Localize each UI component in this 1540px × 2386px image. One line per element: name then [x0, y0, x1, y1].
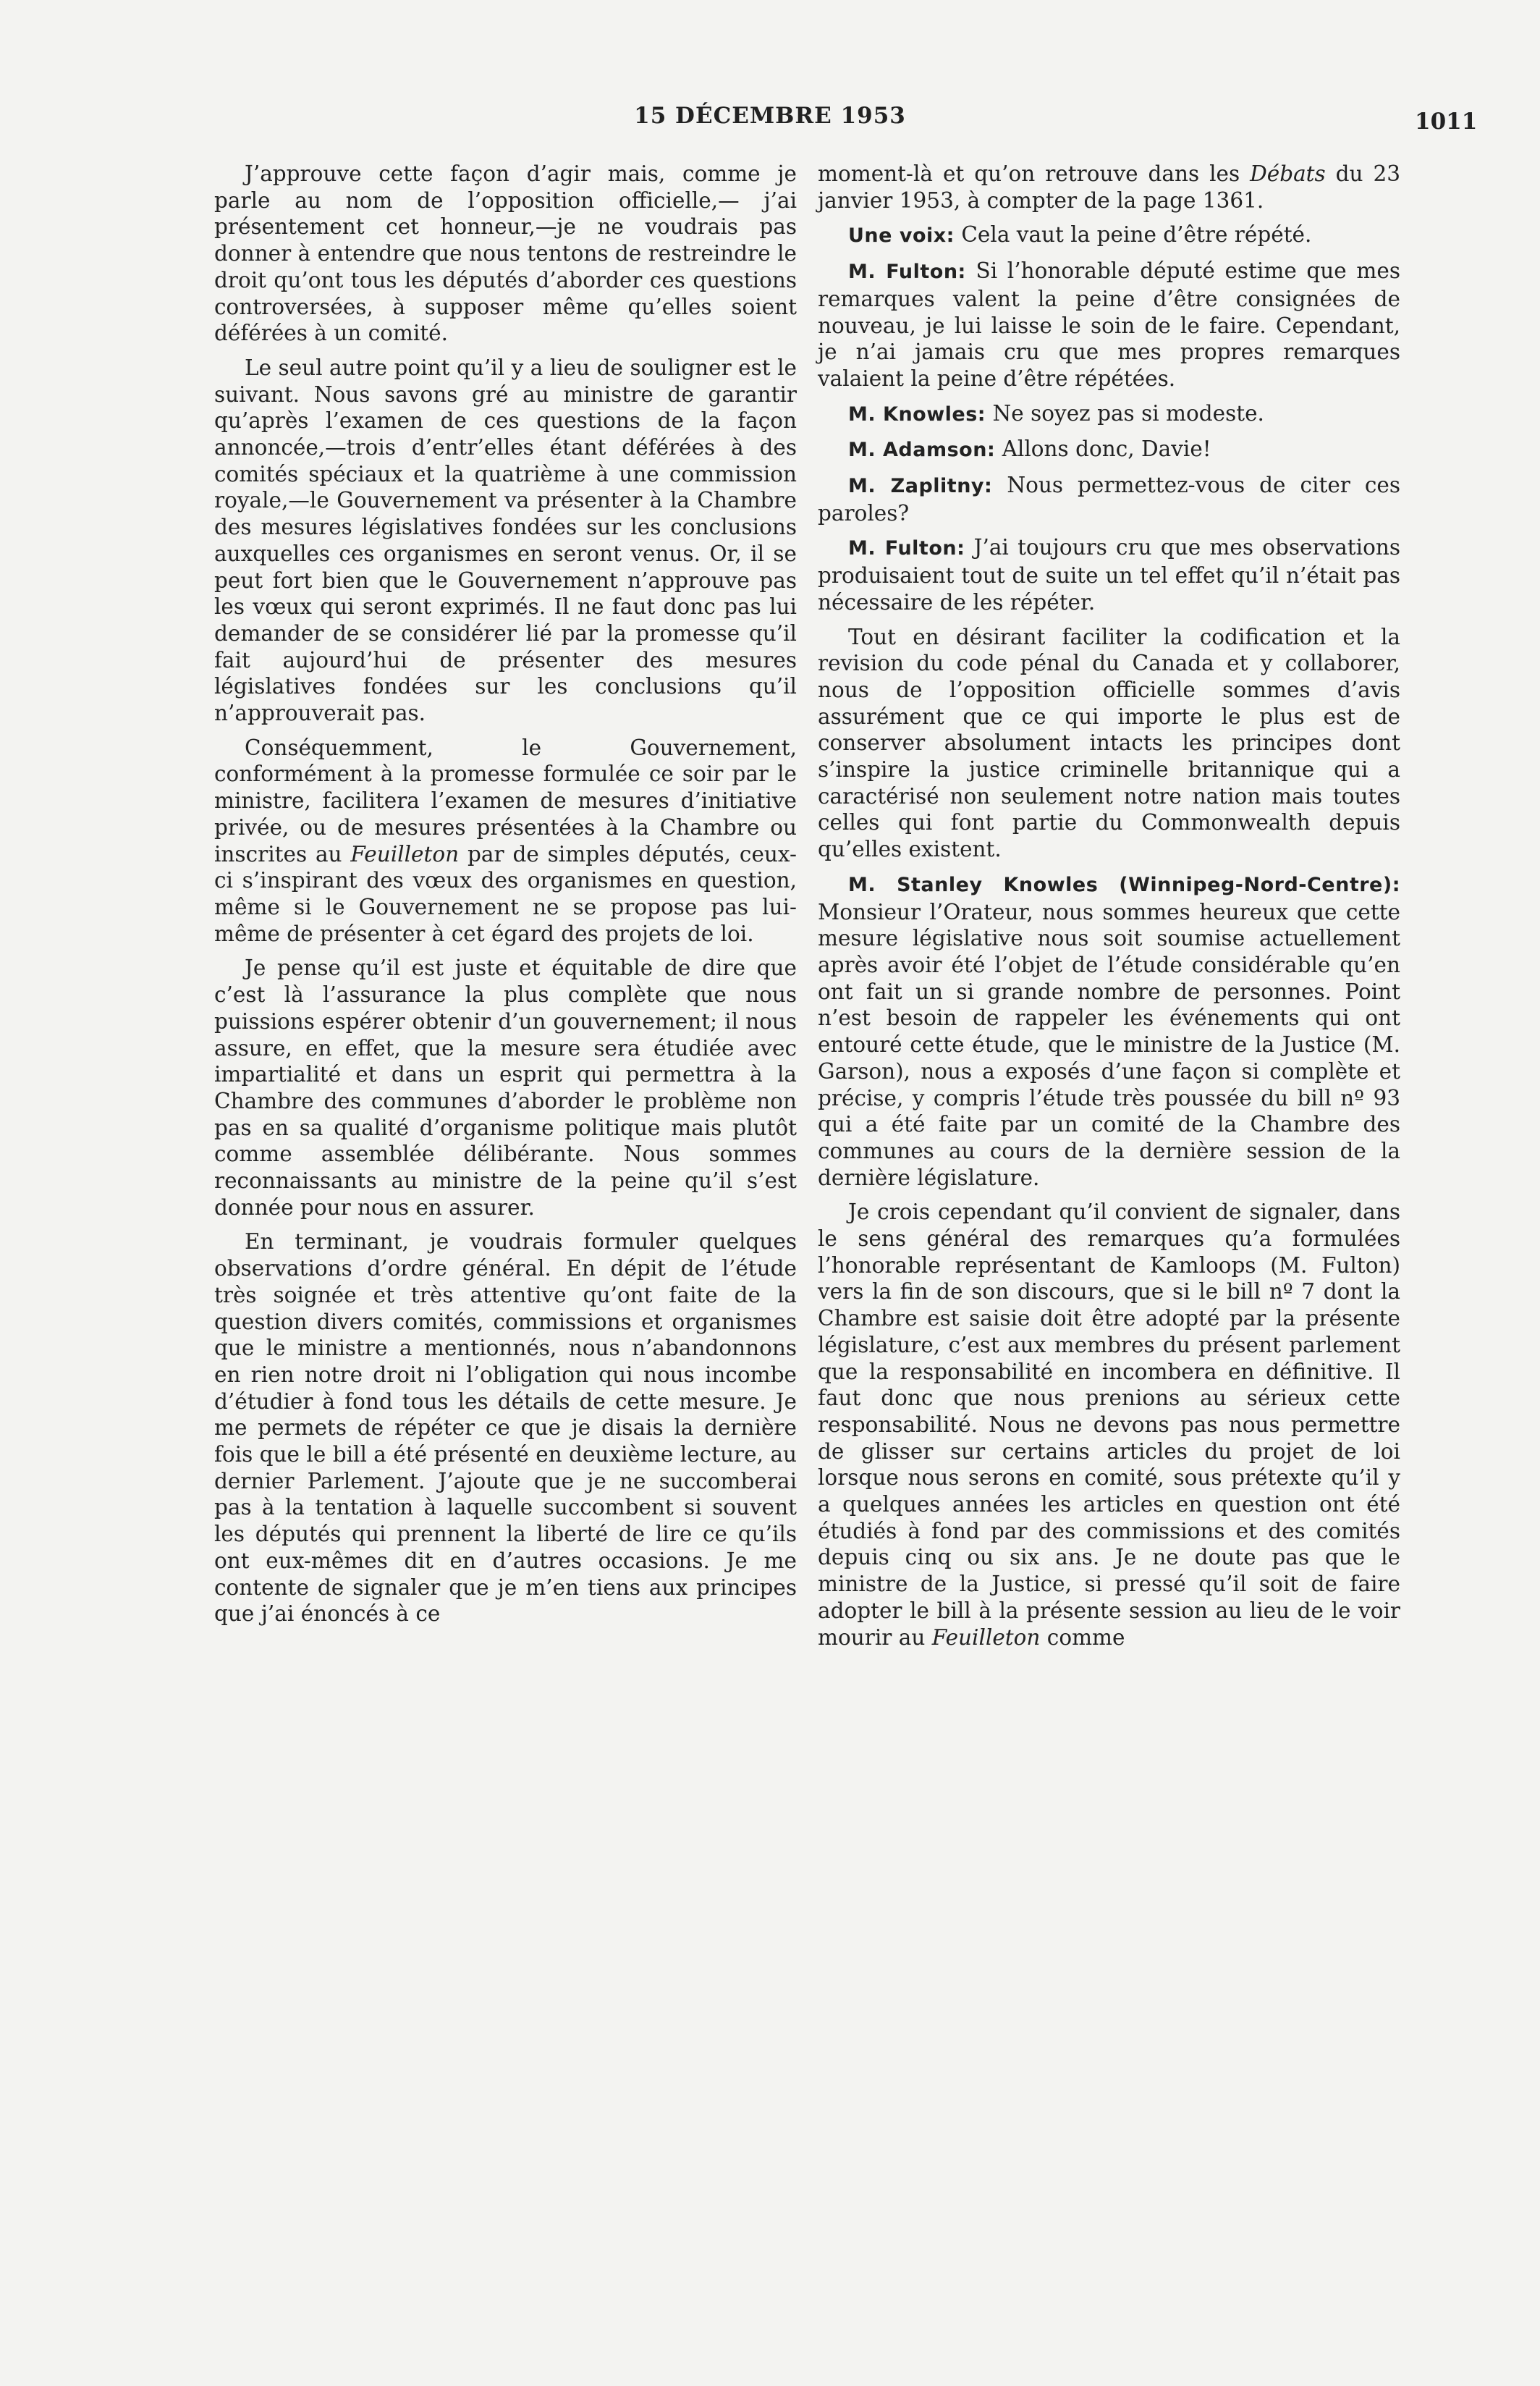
paragraph-text: moment-là et qu’on retrouve dans les [818, 161, 1251, 186]
speech [818, 534, 1400, 615]
speech [818, 400, 1400, 429]
paragraph: Tout en désirant faciliter la codification et la revision du code pénal du Canada et y collaborer, nous de l’opposition officielle sommes d’avis assurément que ce qui importe le plus est de conserver absolument intacts les principes dont s’inspire la justice criminelle britannique qui a caractérisé non seulement notre nation mais toutes celles qui font partie du Commonwealth depuis qu’elles existent. [818, 624, 1400, 862]
paragraph: J’approuve cette façon d’agir mais, comme je parle au nom de l’opposition officielle,— j’ai présentement cet honneur,—je ne voudrais pas donner à entendre que nous tentons de restreindre le droit qu’ont tous les députés d’aborder ces questions controversées, à supposer même qu’elles soient déférées à un comité. [214, 161, 797, 346]
speech [818, 436, 1400, 464]
paragraph-text: Je crois cependant qu’il convient de signaler, dans le sens général des remarques qu’a formulées l’honorable représentant de Kamloops (M. Fulton) vers la fin de son discours, que si le bill nº 7 dont la Chambre est saisie doit être adopté par la présente législature, c’est aux membres du présent parlement que la responsabilité en incombera en définitive. Il faut donc que nous prenions au sérieux cette responsabilité. Nous ne devons pas nous permettre de glisser sur certains articles du projet de loi lorsque nous serons en comité, sous prétexte qu’il y a quelques années les articles en question ont été étudiés à fond par des commissions et des comités depuis cinq ou six ans. Je ne doute pas que le ministre de la Justice, si pressé qu’il soit de faire adopter le bill à la présente session au lieu de le voir mourir au [818, 1200, 1400, 1650]
paragraph: Le seul autre point qu’il y a lieu de souligner est le suivant. Nous savons gré au ministre de garantir qu’après l’examen de ces questions de la façon annoncée,—trois d’entr’elles étant déférées à des comités spéciaux et la quatrième à une commission royale,—le Gouvernement va présenter à la Chambre des mesures législatives fondées sur les conclusions auxquelles ces organismes en seront venus. Or, il se peut fort bien que le Gouvernement n’approuve pas les vœux qui seront exprimés. Il ne faut donc pas lui demander de se considérer lié par la promesse qu’il fait aujourd’hui de présenter des mesures législatives fondées sur les conclusions qu’il n’approuverait pas. [214, 355, 797, 726]
speech-text: Cela vaut la peine d’être répété. [954, 222, 1312, 248]
page-number: 1011 [1415, 109, 1478, 135]
speaker-name: M. Fulton: [848, 261, 966, 284]
speech-text: Allons donc, Davie! [995, 437, 1211, 462]
speech-text: Monsieur l’Orateur, nous sommes heureux que cette mesure législative nous soit soumise actuellement après avoir été l’objet de l’étude considérable qu’en ont fait un si grande nombre de personnes. Point n’est besoin de rappeler les événements qui ont entouré cette étude, que le ministre de la Justice (M. Garson), nous a exposés d’une façon si complète et précise, y compris l’étude très poussée du bill nº 93 qui a été faite par un comité de la Chambre des communes au cours de la dernière session de la dernière législature. [818, 899, 1400, 1190]
paragraph: En terminant, je voudrais formuler quelques observations d’ordre général. En dépit de l’étude très soignée et très attentive qu’ont faite de la question divers comités, commissions et organismes que le ministre a mentionnés, nous n’abandonnons en rien notre droit ni l’obligation qui nous incombe d’étudier à fond tous les détails de cette mesure. Je me permets de répéter ce que je disais la dernière fois que le bill a été présenté en deuxième lecture, au dernier Parlement. J’ajoute que je ne succomberai pas à la tentation à laquelle succombent si souvent les députés qui prennent la liberté de lire ce qu’ils ont eux-mêmes dit en d’autres occasions. Je me contente de signaler que je m’en tiens aux principes que j’ai énoncés à ce [214, 1229, 797, 1627]
speaker-name: M. Adamson: [848, 439, 996, 462]
left-column [214, 161, 797, 1635]
speech [818, 472, 1400, 526]
paragraph [214, 735, 797, 948]
paragraph [818, 1199, 1400, 1651]
speech-text: Ne soyez pas si modeste. [986, 400, 1264, 426]
paragraph-text: par de simples députés, ceux-ci s’inspirant des vœux des organismes en question, même si le Gouvernement ne se propose pas lui-même de présenter à cet égard des projets de loi. [214, 841, 797, 946]
speech-text: Si l’honorable député estime que mes remarques valent la peine d’être consignées de nouveau, je lui laisse le soin de le faire. Cependant, je n’ai jamais cru que mes propres remarques valaient la peine d’être répétées. [818, 258, 1400, 391]
speaker-name: Une voix: [848, 224, 955, 248]
speaker-name: M. Stanley Knowles (Winnipeg-Nord-Centre): [848, 873, 1400, 896]
italic-term: Feuilleton [931, 1624, 1041, 1650]
italic-term: Feuilleton [350, 841, 460, 867]
speech-text: Nous permettez-vous de citer ces paroles? [818, 473, 1401, 526]
paragraph-text: comme [1040, 1624, 1125, 1650]
paragraph-text: Conséquemment, le Gouvernement, conformément à la promesse formulée ce soir par le ministre, facilitera l’examen de mesures d’initiative privée, ou de mesures présentées à la Chambre ou inscrites au [214, 735, 797, 867]
speech-text: J’ai toujours cru que mes observations produisaient tout de suite un tel effet qu’il n’était pas nécessaire de les répéter. [818, 535, 1401, 615]
paragraph-text: du 23 janvier 1953, à compter de la page 1361. [818, 161, 1400, 213]
speech [818, 871, 1400, 1191]
speaker-name: M. Zaplitny: [848, 475, 993, 498]
speaker-name: M. Knowles: [848, 402, 986, 426]
speaker-name: M. Fulton: [848, 537, 965, 560]
paragraph [818, 161, 1400, 214]
paragraph: Je pense qu’il est juste et équitable de dire que c’est là l’assurance la plus complète que nous puissions espérer obtenir d’un gouvernement; il nous assure, en effet, que la mesure sera étudiée avec impartialité et dans un esprit qui permettra à la Chambre des communes d’aborder le problème non pas en sa qualité d’organisme politique mais plutôt comme assemblée délibérante. Nous sommes reconnaissants au ministre de la peine qu’il s’est donnée pour nous en assurer. [214, 956, 797, 1220]
speech [818, 222, 1400, 250]
page-header-date: 15 DÉCEMBRE 1953 [634, 103, 906, 129]
right-column [818, 161, 1400, 1658]
speech [818, 258, 1400, 392]
italic-term: Débats [1250, 161, 1326, 186]
